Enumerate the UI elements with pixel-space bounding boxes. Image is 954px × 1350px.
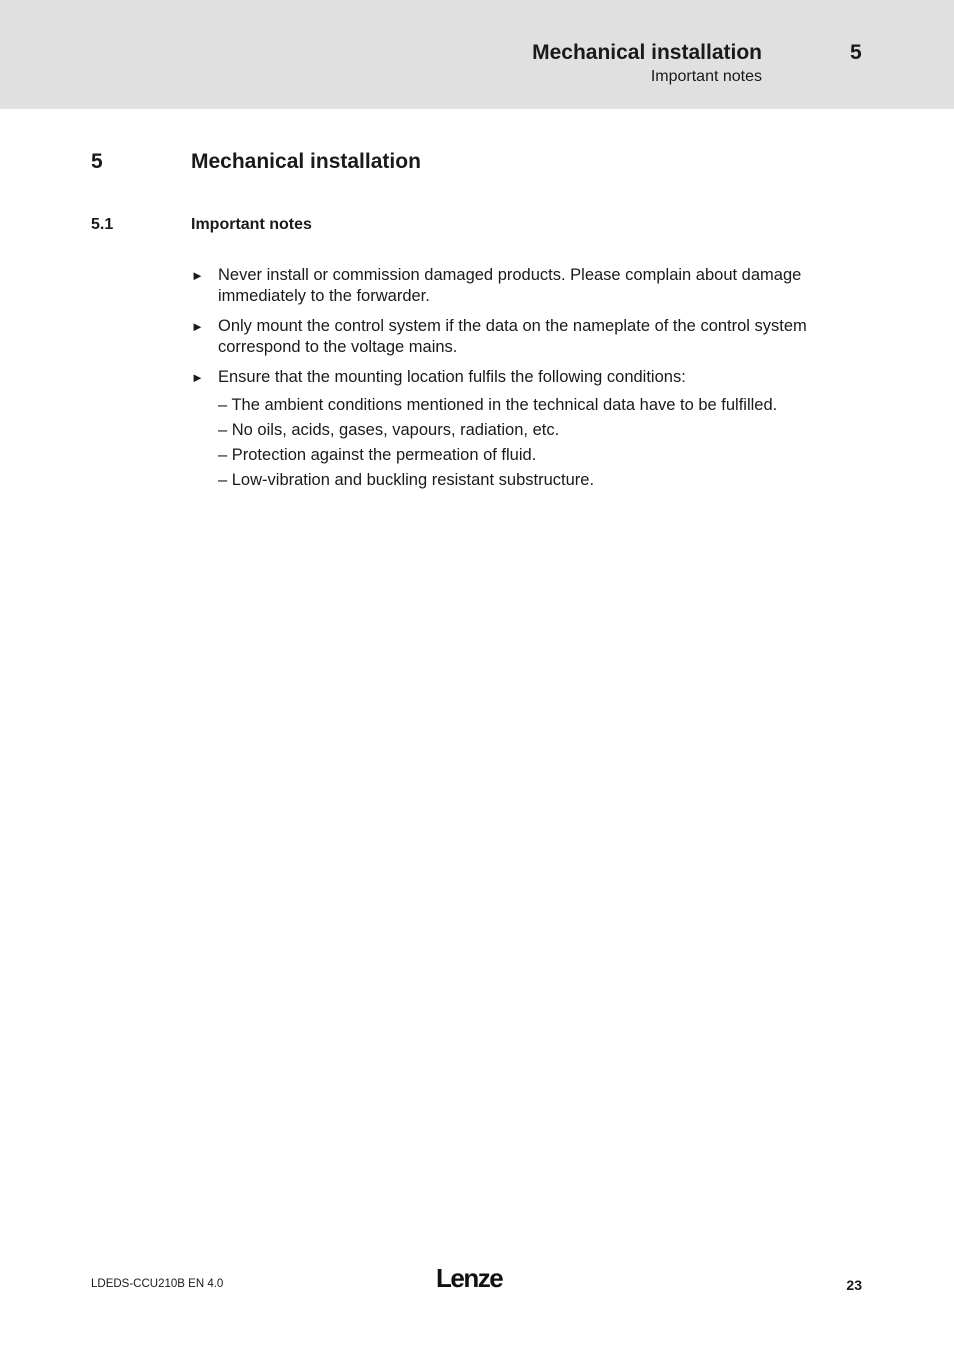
- condition-item: – The ambient conditions mentioned in the technical data have to be fulfilled.: [218, 396, 778, 414]
- note-item: [191, 367, 861, 493]
- footer-document-id: LDEDS-CCU210B EN 4.0: [91, 1278, 224, 1290]
- header-chapter-number: 5: [850, 41, 862, 64]
- note-text: Only mount the control system if the data on the nameplate of the control system correspond to the voltage mains.: [218, 317, 807, 356]
- section-heading: Mechanical installation: [191, 150, 421, 173]
- note-item: [191, 265, 861, 307]
- important-notes-list: [191, 265, 861, 502]
- note-item: [191, 316, 861, 358]
- header-chapter-title: Mechanical installation: [532, 41, 762, 64]
- note-text: Never install or commission damaged products. Please complain about damage immediately to the forwarder.: [218, 266, 802, 305]
- bullet-arrow-icon: ►: [191, 370, 204, 385]
- page-header-band: [0, 0, 954, 109]
- bullet-arrow-icon: ►: [191, 319, 204, 334]
- condition-item: – No oils, acids, gases, vapours, radiation, etc.: [218, 421, 560, 439]
- header-section-title: Important notes: [650, 68, 762, 85]
- bullet-arrow-icon: ►: [191, 268, 204, 283]
- condition-item: – Low-vibration and buckling resistant substructure.: [218, 471, 595, 489]
- page-number: 23: [846, 1277, 862, 1293]
- lenze-logo: Lenze: [436, 1263, 503, 1293]
- subsection-number: 5.1: [91, 216, 114, 233]
- condition-item: – Protection against the permeation of fluid.: [218, 446, 537, 464]
- subsection-heading: Important notes: [191, 216, 312, 233]
- note-text: Ensure that the mounting location fulfils the following conditions:: [218, 368, 686, 386]
- section-number: 5: [91, 150, 103, 173]
- mounting-conditions-list: [218, 393, 861, 493]
